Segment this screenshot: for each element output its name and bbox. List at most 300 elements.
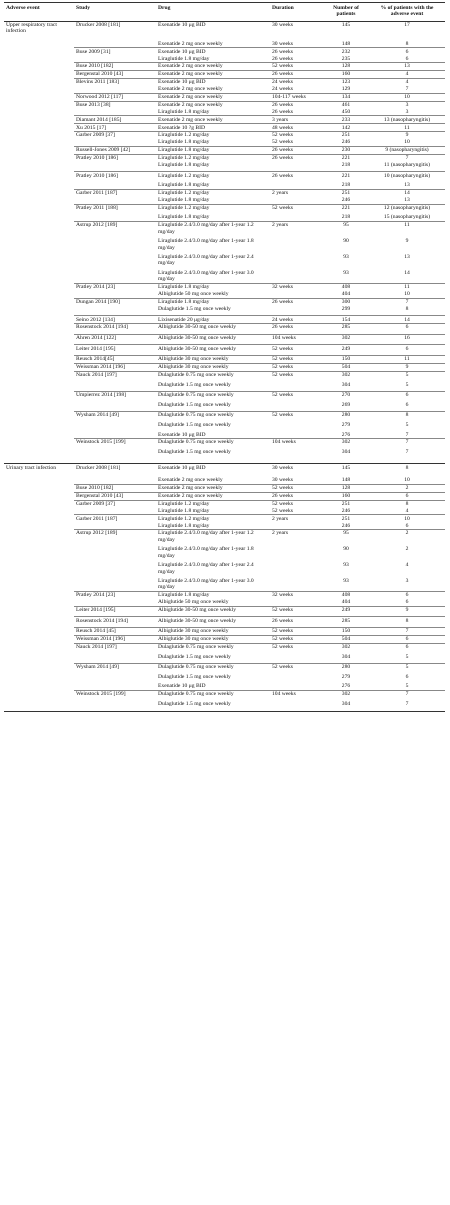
patients-cell: 93 bbox=[343, 254, 349, 261]
adverse-event-cell bbox=[4, 189, 74, 196]
percent-cell: 8 bbox=[369, 464, 445, 477]
study-cell bbox=[74, 701, 156, 712]
patients-cell: 302 bbox=[323, 439, 369, 449]
patients-cell: 93 bbox=[343, 270, 349, 277]
patients-cell: 129 bbox=[341, 86, 351, 93]
table-row bbox=[4, 591, 445, 598]
drug-cell: Dulaglutide 0.75 mg once weekly bbox=[156, 439, 270, 449]
patients-cell: 304 bbox=[341, 653, 351, 660]
drug-cell: Albiglutide 50 mg once weekly bbox=[158, 291, 229, 298]
drug-cell: Liraglutide 1.8 mg/day bbox=[158, 162, 210, 169]
adverse-event-cell bbox=[4, 492, 74, 500]
patients-cell: 246 bbox=[341, 522, 351, 529]
adverse-event-cell bbox=[4, 355, 74, 363]
percent-cell: 6 bbox=[369, 48, 445, 55]
table-row bbox=[4, 381, 445, 391]
study-cell: Dungan 2014 [190] bbox=[74, 298, 156, 305]
study-cell: Seino 2012 [134] bbox=[74, 316, 156, 324]
table-row bbox=[4, 371, 445, 381]
patients-cell: 251 bbox=[323, 132, 369, 139]
header-duration: Duration bbox=[270, 3, 323, 22]
adverse-event-cell bbox=[4, 606, 74, 617]
adverse-event-cell bbox=[4, 617, 74, 628]
adverse-event-cell: Urinary tract infection bbox=[4, 464, 74, 477]
patients-cell: 302 bbox=[323, 371, 369, 381]
drug-cell: Liraglutide 1.8 mg/day bbox=[158, 507, 210, 514]
percent-cell: 6 bbox=[405, 673, 409, 680]
table-row bbox=[4, 63, 445, 71]
duration-cell: 52 weeks bbox=[270, 391, 323, 401]
drug-cell: Exenatide 2 mg once weekly bbox=[156, 71, 270, 79]
header-percent-patients: % of patients with the adverse event bbox=[369, 3, 445, 22]
percent-cell: 7 bbox=[405, 86, 409, 93]
study-cell bbox=[74, 422, 156, 432]
duration-cell bbox=[270, 599, 323, 606]
duration-cell: 52 weeks bbox=[272, 139, 293, 146]
adverse-event-cell bbox=[4, 635, 74, 643]
patients-cell: 249 bbox=[323, 345, 369, 356]
patients-cell: 95 bbox=[323, 222, 369, 238]
duration-cell bbox=[270, 182, 323, 189]
table-row bbox=[4, 431, 445, 438]
patients-cell: 276 bbox=[341, 431, 351, 438]
percent-cell: 6 bbox=[369, 345, 445, 356]
drug-cell: Dulaglutide 0.75 mg once weekly bbox=[156, 663, 270, 673]
drug-cell: Albiglutide 30 mg once weekly bbox=[156, 627, 270, 635]
patients-cell: 246 bbox=[341, 197, 351, 203]
adverse-event-cell bbox=[4, 591, 74, 598]
patients-cell: 302 bbox=[323, 334, 369, 345]
duration-cell: 104 weeks bbox=[270, 439, 323, 449]
drug-cell: Dulaglutide 1.5 mg once weekly bbox=[158, 401, 231, 408]
drug-cell: Exenatide 2 mg once weekly bbox=[156, 116, 270, 124]
study-cell: Garber 2009 [37] bbox=[74, 500, 156, 507]
drug-cell: Liraglutide 2.4/3.0 mg/day after 1-year 2.4 mg/day bbox=[158, 254, 254, 267]
drug-cell: Dulaglutide 1.5 mg once weekly bbox=[158, 381, 231, 388]
drug-cell: Albiglutide 30-50 mg once weekly bbox=[156, 324, 270, 335]
drug-cell: Liraglutide 1.2 mg/day bbox=[156, 132, 270, 139]
duration-cell: 26 weeks bbox=[272, 55, 293, 62]
percent-cell: 13 (nasopharyngitis) bbox=[369, 116, 445, 124]
patients-cell: 251 bbox=[323, 500, 369, 507]
table-row bbox=[4, 391, 445, 401]
patients-cell: 160 bbox=[323, 492, 369, 500]
percent-cell: 2 bbox=[369, 530, 445, 546]
duration-cell bbox=[270, 522, 323, 529]
table-row bbox=[4, 132, 445, 139]
study-cell: Buse 2013 [38] bbox=[74, 101, 156, 108]
patients-cell: 246 bbox=[341, 139, 351, 146]
table-row bbox=[4, 139, 445, 146]
percent-cell: 11 bbox=[369, 124, 445, 132]
adverse-event-cell: Upper respiratory tract infection bbox=[6, 21, 57, 35]
duration-cell: 52 weeks bbox=[270, 412, 323, 422]
patients-cell: 276 bbox=[341, 683, 351, 690]
duration-cell bbox=[270, 306, 323, 316]
drug-cell: Exenatide 2 mg once weekly bbox=[156, 101, 270, 108]
percent-cell: 4 bbox=[369, 71, 445, 79]
drug-cell: Exenatide 10 μg BID bbox=[158, 683, 206, 690]
patients-cell: 408 bbox=[323, 283, 369, 290]
drug-cell: Dulaglutide 0.75 mg once weekly bbox=[156, 691, 270, 701]
duration-cell bbox=[270, 674, 323, 684]
study-cell bbox=[74, 254, 156, 270]
duration-cell: 48 weeks bbox=[270, 124, 323, 132]
percent-cell: 17 bbox=[404, 21, 410, 28]
percent-cell: 14 bbox=[369, 189, 445, 196]
study-cell: Drucker 2008 [181] bbox=[76, 21, 121, 28]
duration-cell: 52 weeks bbox=[270, 355, 323, 363]
study-cell bbox=[74, 40, 156, 47]
percent-cell: 5 bbox=[369, 663, 445, 673]
adverse-event-cell bbox=[4, 324, 74, 335]
adverse-event-cell bbox=[4, 172, 74, 182]
drug-cell: Liraglutide 1.8 mg/day bbox=[156, 591, 270, 598]
study-cell bbox=[74, 674, 156, 684]
table-row bbox=[4, 48, 445, 55]
study-cell: Astrup 2012 [189] bbox=[74, 530, 156, 546]
duration-cell bbox=[270, 431, 323, 438]
study-cell: Weissman 2014 [196] bbox=[74, 635, 156, 643]
drug-cell: Exenatide 2 mg once weekly bbox=[158, 477, 223, 484]
table-row bbox=[4, 500, 445, 507]
adverse-event-cell bbox=[4, 291, 74, 298]
adverse-event-cell bbox=[4, 522, 74, 529]
duration-cell: 52 weeks bbox=[270, 606, 323, 617]
drug-cell: Dulaglutide 1.5 mg once weekly bbox=[156, 701, 270, 712]
study-cell: Rosenstock 2014 [194] bbox=[74, 324, 156, 335]
table-row bbox=[4, 93, 445, 101]
table-row bbox=[4, 306, 445, 316]
adverse-event-cell bbox=[4, 439, 74, 449]
percent-cell: 9 bbox=[369, 363, 445, 371]
table-row bbox=[4, 316, 445, 324]
percent-cell: 2 bbox=[405, 546, 409, 553]
table-row bbox=[4, 78, 445, 85]
study-cell: Wysham 2014 [49] bbox=[74, 412, 156, 422]
drug-cell: Dulaglutide 1.5 mg once weekly bbox=[158, 673, 231, 680]
duration-cell: 26 weeks bbox=[270, 324, 323, 335]
percent-cell: 14 bbox=[404, 270, 410, 277]
drug-cell: Liraglutide 2.4/3.0 mg/day after 1-year 3.0 mg/day bbox=[158, 270, 254, 283]
patients-cell: 221 bbox=[323, 154, 369, 161]
table-row bbox=[4, 412, 445, 422]
duration-cell: 26 weeks bbox=[270, 154, 323, 161]
drug-cell: Liraglutide 1.8 mg/day bbox=[158, 55, 210, 62]
drug-cell: Albiglutide 30 mg once weekly bbox=[156, 635, 270, 643]
drug-cell: Liraglutide 1.8 mg/day bbox=[158, 197, 210, 203]
table-row bbox=[4, 334, 445, 345]
study-cell: Pratley 2010 [186] bbox=[74, 172, 156, 182]
patients-cell: 154 bbox=[323, 316, 369, 324]
duration-cell: 52 weeks bbox=[270, 132, 323, 139]
duration-cell: 26 weeks bbox=[270, 617, 323, 628]
study-cell: Leiter 2014 [195] bbox=[74, 606, 156, 617]
patients-cell: 246 bbox=[341, 507, 351, 514]
drug-cell: Liraglutide 1.2 mg/day bbox=[156, 515, 270, 522]
table-row bbox=[4, 606, 445, 617]
adverse-event-cell bbox=[4, 48, 74, 55]
table-row bbox=[4, 197, 445, 204]
percent-cell: 5 bbox=[405, 381, 409, 388]
duration-cell: 2 years bbox=[270, 530, 323, 546]
percent-cell: 9 (nasopharyngitis) bbox=[369, 146, 445, 154]
table-row bbox=[4, 298, 445, 305]
study-cell: Xu 2015 [17] bbox=[74, 124, 156, 132]
percent-cell: 8 bbox=[369, 500, 445, 507]
drug-cell: Albiglutide 30-50 mg once weekly bbox=[156, 606, 270, 617]
drug-cell: Liraglutide 1.8 mg/day bbox=[158, 108, 210, 115]
study-cell bbox=[74, 306, 156, 316]
patients-cell: 279 bbox=[341, 421, 351, 428]
adverse-event-cell bbox=[4, 283, 74, 290]
duration-cell bbox=[270, 683, 323, 690]
duration-cell bbox=[270, 449, 323, 464]
percent-cell: 7 bbox=[369, 627, 445, 635]
patients-cell: 218 bbox=[341, 182, 351, 189]
study-cell: Nauck 2014 [197] bbox=[74, 643, 156, 653]
adverse-event-cell bbox=[4, 674, 74, 684]
header-number-of-patients: Number of patients bbox=[323, 3, 369, 22]
drug-cell: Liraglutide 2.4/3.0 mg/day after 1-year 3.0 mg/day bbox=[158, 578, 254, 591]
patients-cell: 128 bbox=[323, 484, 369, 492]
adverse-event-cell bbox=[4, 109, 74, 116]
table-row bbox=[4, 162, 445, 172]
duration-cell: 52 weeks bbox=[270, 627, 323, 635]
adverse-event-cell bbox=[4, 86, 74, 93]
adverse-event-cell bbox=[4, 197, 74, 204]
percent-cell: 7 bbox=[369, 701, 445, 712]
table-row bbox=[4, 291, 445, 298]
percent-cell: 16 bbox=[369, 334, 445, 345]
patients-cell: 285 bbox=[323, 617, 369, 628]
percent-cell: 11 bbox=[369, 283, 445, 290]
adverse-event-cell bbox=[4, 449, 74, 464]
drug-cell: Albiglutide 30 mg once weekly bbox=[156, 363, 270, 371]
table-row bbox=[4, 477, 445, 484]
drug-cell: Exenatide 2 mg once weekly bbox=[156, 484, 270, 492]
patients-cell: 221 bbox=[323, 204, 369, 214]
table-row bbox=[4, 172, 445, 182]
drug-cell: Liraglutide 1.8 mg/day bbox=[158, 214, 210, 221]
adverse-event-cell bbox=[4, 93, 74, 101]
patients-cell: 218 bbox=[341, 214, 351, 221]
percent-cell: 3 bbox=[369, 101, 445, 108]
study-cell bbox=[74, 182, 156, 189]
duration-cell: 30 weeks bbox=[270, 464, 323, 477]
patients-cell: 504 bbox=[323, 635, 369, 643]
table-row bbox=[4, 254, 445, 270]
patients-cell: 249 bbox=[323, 606, 369, 617]
drug-cell: Exenatide 10 μg BID bbox=[158, 21, 206, 28]
patients-cell: 251 bbox=[323, 189, 369, 196]
study-cell bbox=[74, 55, 156, 62]
percent-cell: 13 bbox=[404, 254, 410, 261]
duration-cell: 30 weeks bbox=[272, 477, 293, 484]
duration-cell: 30 weeks bbox=[272, 21, 293, 28]
adverse-event-cell bbox=[4, 691, 74, 701]
study-cell bbox=[74, 507, 156, 514]
patients-cell: 235 bbox=[341, 55, 351, 62]
table-row bbox=[4, 189, 445, 196]
percent-cell: 6 bbox=[369, 324, 445, 335]
adverse-event-cell bbox=[4, 298, 74, 305]
percent-cell: 11 bbox=[369, 222, 445, 238]
duration-cell: 26 weeks bbox=[270, 146, 323, 154]
percent-cell: 5 bbox=[405, 421, 409, 428]
patients-cell: 304 bbox=[323, 701, 369, 712]
table-row bbox=[4, 55, 445, 62]
table-row bbox=[4, 653, 445, 663]
drug-cell: Liraglutide 2.4/3.0 mg/day after 1-year 1.2 mg/day bbox=[156, 530, 270, 546]
study-cell bbox=[74, 449, 156, 464]
drug-cell: Exenatide 2 mg once weekly bbox=[158, 86, 223, 93]
study-cell: Buse 2009 [31] bbox=[74, 48, 156, 55]
percent-cell: 8 bbox=[405, 40, 409, 47]
adverse-event-cell bbox=[4, 222, 74, 238]
study-cell: Weissman 2014 [196] bbox=[74, 363, 156, 371]
patients-cell: 280 bbox=[323, 412, 369, 422]
percent-cell: 7 bbox=[369, 691, 445, 701]
drug-cell: Dulaglutide 0.75 mg once weekly bbox=[156, 371, 270, 381]
adverse-event-cell bbox=[4, 391, 74, 401]
percent-cell: 10 bbox=[404, 139, 410, 146]
patients-cell: 150 bbox=[323, 355, 369, 363]
percent-cell: 4 bbox=[405, 507, 409, 514]
adverse-events-table bbox=[4, 2, 445, 712]
duration-cell bbox=[270, 197, 323, 204]
duration-cell: 2 years bbox=[270, 189, 323, 196]
duration-cell bbox=[270, 381, 323, 391]
adverse-event-cell bbox=[4, 546, 74, 562]
table-row bbox=[4, 599, 445, 606]
table-row bbox=[4, 146, 445, 154]
study-cell: Pratley 2014 [23] bbox=[74, 283, 156, 290]
duration-cell bbox=[270, 653, 323, 663]
duration-cell: 3 years bbox=[270, 116, 323, 124]
study-cell: Rosenstock 2014 [194] bbox=[74, 617, 156, 628]
drug-cell: Liraglutide 2.4/3.0 mg/day after 1-year 1.2 mg/day bbox=[156, 222, 270, 238]
patients-cell: 145 bbox=[323, 464, 369, 477]
percent-cell: 15 (nasopharyngitis) bbox=[383, 214, 431, 221]
header-study: Study bbox=[74, 3, 156, 22]
adverse-event-cell bbox=[4, 132, 74, 139]
adverse-event-cell bbox=[4, 345, 74, 356]
percent-cell: 6 bbox=[369, 492, 445, 500]
patients-cell: 233 bbox=[323, 116, 369, 124]
table-row bbox=[4, 124, 445, 132]
adverse-event-cell bbox=[4, 562, 74, 578]
duration-cell: 52 weeks bbox=[270, 643, 323, 653]
study-cell bbox=[74, 578, 156, 592]
adverse-event-cell bbox=[4, 116, 74, 124]
table-row bbox=[4, 683, 445, 690]
adverse-event-cell bbox=[4, 214, 74, 221]
percent-cell: 6 bbox=[405, 522, 409, 529]
drug-cell: Liraglutide 1.2 mg/day bbox=[156, 500, 270, 507]
drug-cell: Exenatide 10 μg BID bbox=[156, 48, 270, 55]
percent-cell: 12 (nasopharyngitis) bbox=[369, 204, 445, 214]
patients-cell: 160 bbox=[323, 71, 369, 79]
drug-cell: Albiglutide 30-50 mg once weekly bbox=[156, 334, 270, 345]
drug-cell: Dulaglutide 0.75 mg once weekly bbox=[156, 391, 270, 401]
adverse-event-cell bbox=[4, 578, 74, 592]
table-row bbox=[4, 530, 445, 546]
percent-cell: 6 bbox=[369, 391, 445, 401]
duration-cell bbox=[270, 401, 323, 411]
study-cell: Drucker 2008 [181] bbox=[74, 464, 156, 477]
table-row bbox=[4, 116, 445, 124]
percent-cell: 3 bbox=[405, 578, 409, 585]
study-cell: Garber 2009 [37] bbox=[74, 132, 156, 139]
percent-cell: 8 bbox=[369, 412, 445, 422]
table-row bbox=[4, 674, 445, 684]
patients-cell: 90 bbox=[343, 238, 349, 245]
duration-cell bbox=[270, 422, 323, 432]
drug-cell: Dulaglutide 1.5 mg once weekly bbox=[158, 421, 231, 428]
duration-cell: 32 weeks bbox=[270, 283, 323, 290]
study-cell bbox=[74, 653, 156, 663]
drug-cell: Dulaglutide 1.5 mg once weekly bbox=[158, 449, 231, 455]
table-row bbox=[4, 701, 445, 712]
study-cell: Nauck 2014 [197] bbox=[74, 371, 156, 381]
table-row bbox=[4, 507, 445, 514]
study-cell bbox=[74, 599, 156, 606]
drug-cell: Exenatide 2 mg once weekly bbox=[156, 492, 270, 500]
drug-cell: Liraglutide 2.4/3.0 mg/day after 1-year 1.8 mg/day bbox=[158, 238, 254, 251]
table-row bbox=[4, 270, 445, 284]
patients-cell: 95 bbox=[323, 530, 369, 546]
patients-cell: 279 bbox=[341, 673, 351, 680]
drug-cell: Liraglutide 1.2 mg/day bbox=[156, 204, 270, 214]
adverse-event-cell bbox=[4, 371, 74, 381]
table-row bbox=[4, 439, 445, 449]
study-cell bbox=[74, 546, 156, 562]
table-body bbox=[4, 21, 445, 712]
patients-cell: 504 bbox=[323, 363, 369, 371]
duration-cell: 26 weeks bbox=[270, 101, 323, 108]
percent-cell: 10 bbox=[404, 477, 410, 484]
table-row bbox=[4, 86, 445, 93]
study-cell: Blevins 2011 [183] bbox=[74, 78, 156, 85]
table-row bbox=[4, 109, 445, 116]
adverse-event-cell bbox=[4, 507, 74, 514]
drug-cell: Albiglutide 50 mg once weekly bbox=[158, 599, 229, 606]
adverse-event-cell bbox=[4, 71, 74, 79]
table-row bbox=[4, 214, 445, 221]
drug-cell: Liraglutide 1.8 mg/day bbox=[158, 139, 210, 146]
study-cell: Reusch 2014[45] bbox=[74, 355, 156, 363]
table-row bbox=[4, 101, 445, 108]
drug-cell: Exenatide 10 μg BID bbox=[158, 431, 206, 438]
duration-cell: 26 weeks bbox=[270, 298, 323, 305]
patients-cell: 148 bbox=[341, 477, 351, 484]
patients-cell: 93 bbox=[343, 562, 349, 569]
adverse-event-cell bbox=[4, 477, 74, 484]
adverse-event-cell bbox=[4, 182, 74, 189]
percent-cell: 2 bbox=[369, 484, 445, 492]
duration-cell: 52 weeks bbox=[270, 345, 323, 356]
table-row bbox=[4, 627, 445, 635]
patients-cell: 300 bbox=[323, 298, 369, 305]
table-row bbox=[4, 562, 445, 578]
duration-cell: 24 weeks bbox=[272, 86, 293, 93]
drug-cell: Dulaglutide 0.75 mg once weekly bbox=[156, 643, 270, 653]
percent-cell: 5 bbox=[405, 683, 409, 690]
drug-cell: Liraglutide 1.8 mg/day bbox=[156, 283, 270, 290]
adverse-event-cell bbox=[4, 78, 74, 85]
study-cell bbox=[74, 197, 156, 204]
